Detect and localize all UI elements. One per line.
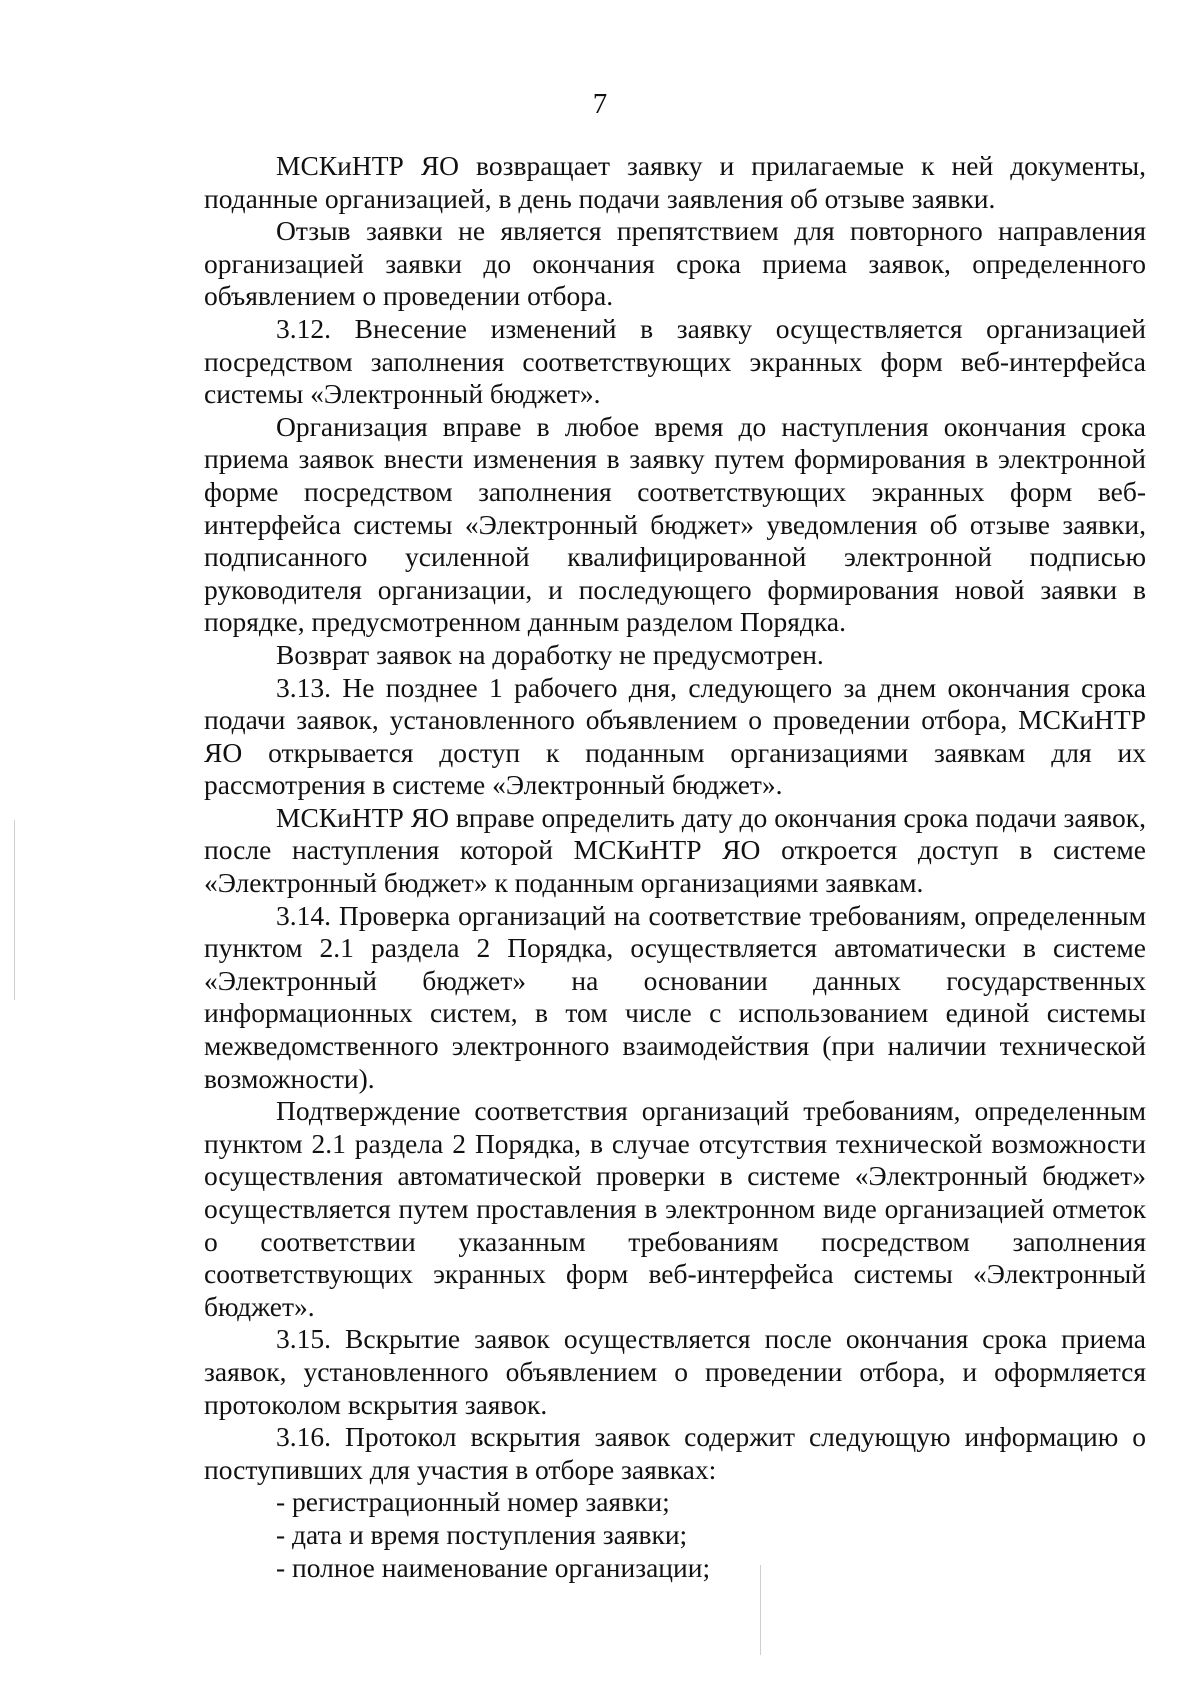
list-item: - дата и время поступления заявки;: [276, 1518, 688, 1550]
paragraph: МСКиНТР ЯО возвращает заявку и прилагаемые к ней документы, поданные организацией, в день подачи заявления об отзыве заявки.: [204, 150, 1146, 214]
paragraph: Подтверждение соответствия организаций требованиям, определенным пунктом 2.1 раздела 2 Порядка, в случае отсутствия технической возможности осуществления автоматической проверки в системе «Электронный бюджет» осуществляется путем проставления в электронном виде организацией отметок о соответствии указанным требованиям посредством заполнения соответствующих экранных форм веб-интерфейса системы «Электронный бюджет».: [204, 1095, 1146, 1322]
paragraph: Организация вправе в любое время до наступления окончания срока приема заявок внести изменения в заявку путем формирования в электронной форме посредством заполнения соответствующих экранных форм веб-интерфейса системы «Электронный бюджет» уведомления об отзыве заявки, подписанного усиленной квалифицированной электронной подписью руководителя организации, и последующего формирования новой заявки в порядке, предусмотренном данным разделом Порядка.: [204, 410, 1146, 638]
paragraph: Отзыв заявки не является препятствием для повторного направления организацией заявки до окончания срока приема заявок, определенного объявлением о проведении отбора.: [204, 215, 1146, 312]
list-item: - полное наименование организации;: [276, 1551, 711, 1583]
paragraph: Возврат заявок на доработку не предусмотрен.: [276, 638, 824, 670]
scan-edge-mark: [14, 820, 15, 1000]
list-item: - регистрационный номер заявки;: [276, 1486, 670, 1518]
paragraph: 3.15. Вскрытие заявок осуществляется после окончания срока приема заявок, установленного объявлением о проведении отбора, и оформляется протоколом вскрытия заявок.: [204, 1323, 1146, 1420]
paragraph: 3.14. Проверка организаций на соответствие требованиям, определенным пунктом 2.1 раздела 2 Порядка, осуществляется автоматически в системе «Электронный бюджет» на основании данных государственных информационных систем, в том числе с использованием единой системы межведомственного электронного взаимодействия (при наличии технической возможности).: [204, 899, 1146, 1094]
paragraph: 3.12. Внесение изменений в заявку осуществляется организацией посредством заполнения соответствующих экранных форм веб-интерфейса системы «Электронный бюджет».: [204, 312, 1146, 410]
document-body: [204, 150, 1146, 1584]
paragraph: 3.13. Не позднее 1 рабочего дня, следующего за днем окончания срока подачи заявок, установленного объявлением о проведении отбора, МСКиНТР ЯО открывается доступ к поданным организациями заявкам для их рассмотрения в системе «Электронный бюджет».: [204, 671, 1146, 801]
paragraph: МСКиНТР ЯО вправе определить дату до окончания срока подачи заявок, после наступления которой МСКиНТР ЯО откроется доступ в системе «Электронный бюджет» к поданным организациями заявкам.: [204, 801, 1146, 899]
page-number: 7: [592, 88, 608, 120]
paragraph: 3.16. Протокол вскрытия заявок содержит следующую информацию о поступивших для участия в отборе заявках:: [204, 1421, 1146, 1485]
